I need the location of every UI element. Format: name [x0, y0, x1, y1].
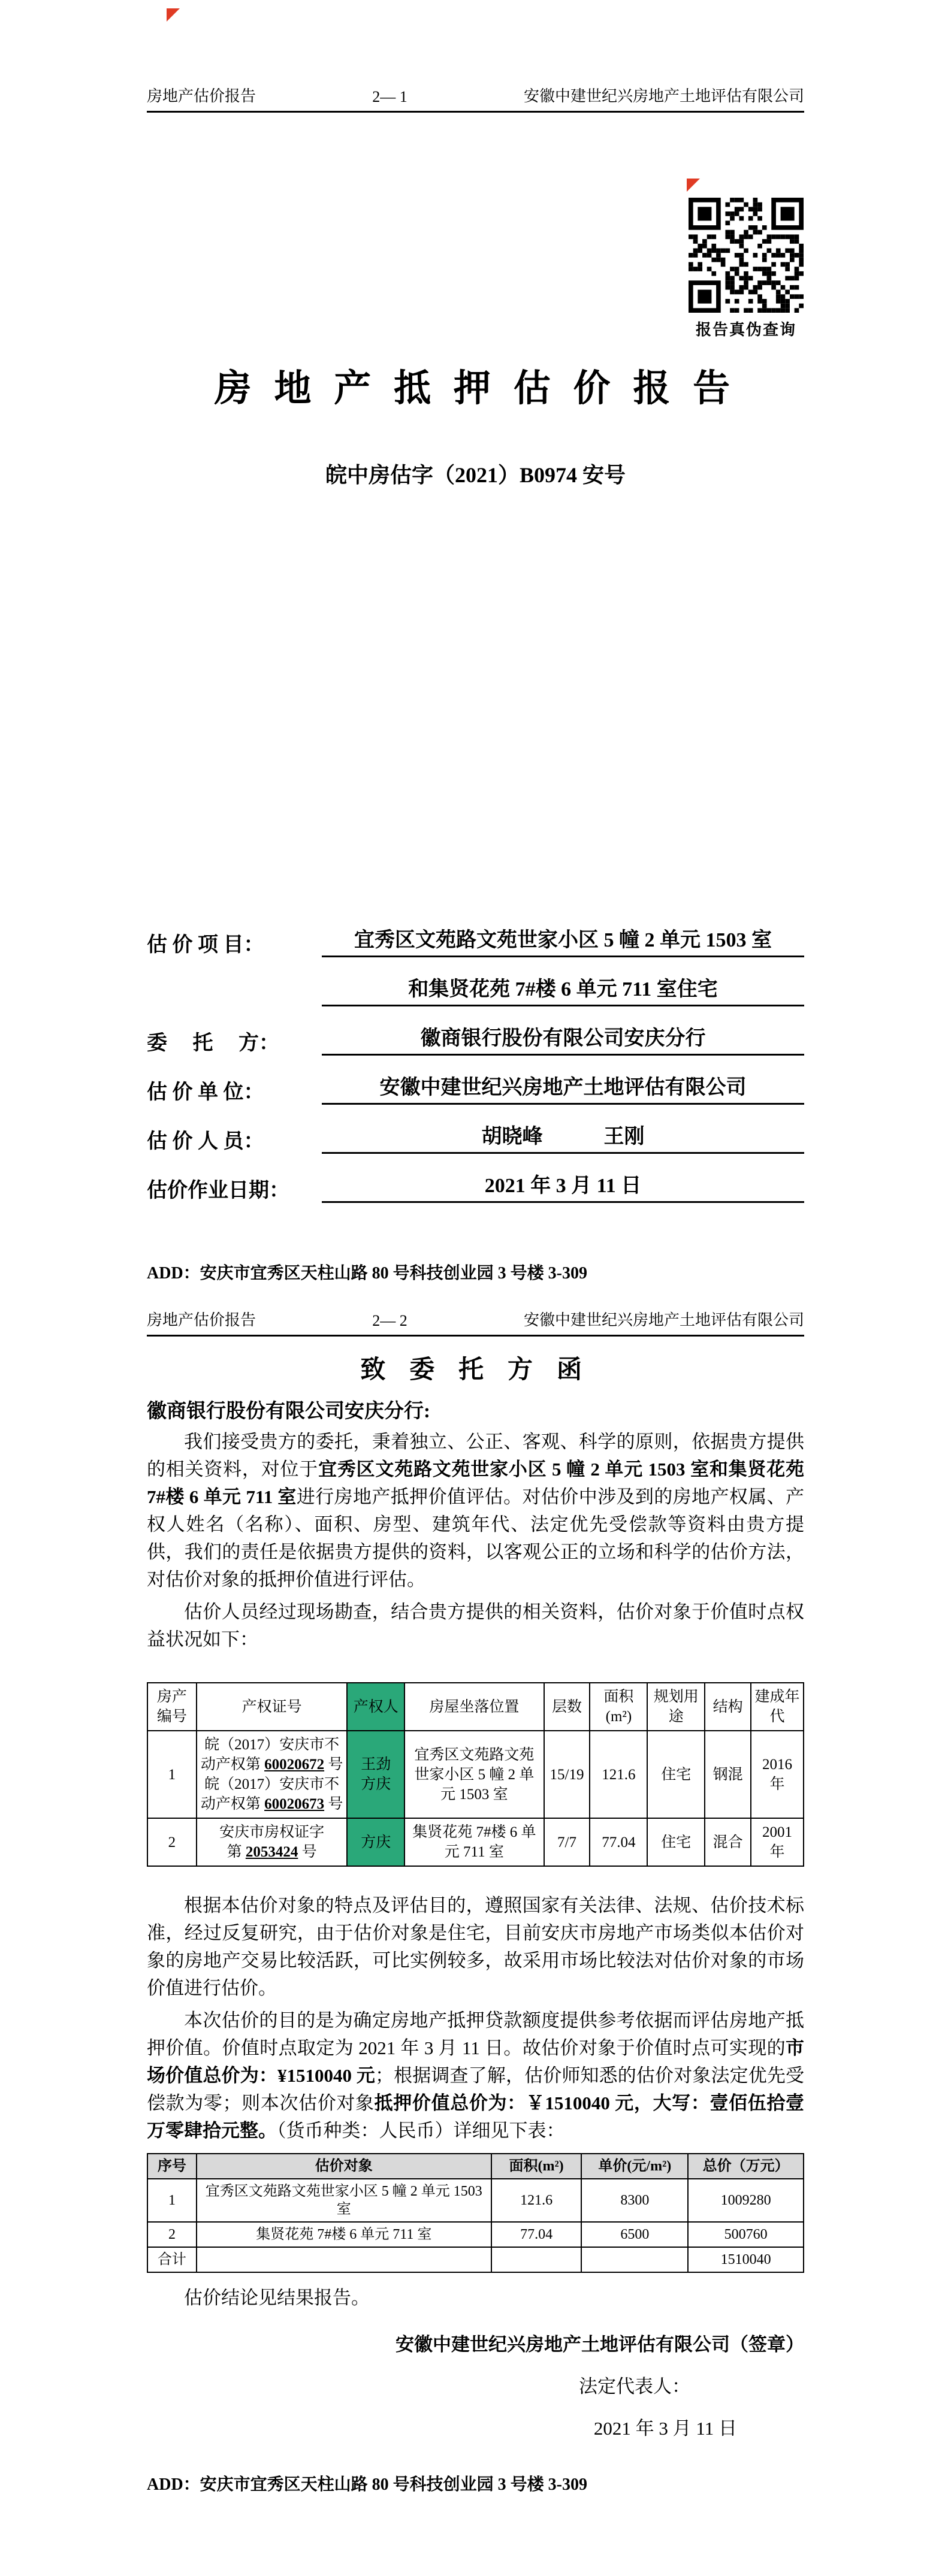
red-annotation-marker-top — [167, 8, 180, 22]
report-doc-number: 皖中房估字（2021）B0974 安号 — [325, 463, 626, 487]
header-page-number: 2— 1 — [372, 88, 407, 105]
field-client-label: 委 托 方： — [147, 1032, 279, 1054]
table-row — [147, 1731, 804, 1818]
letter-salutation: 徽商银行股份有限公司安庆分行: — [147, 1401, 430, 1422]
valuation-summary-table — [147, 2153, 804, 2273]
col-object: 估价对象 — [197, 2154, 491, 2179]
cell-total-label: 合计 — [147, 2247, 197, 2272]
header-page-number: 2— 2 — [372, 1312, 407, 1329]
field-project-value2: 和集贤花苑 7#楼 6 单元 711 室住宅 — [322, 972, 804, 1006]
cell-no: 2 — [147, 1818, 197, 1866]
page2-header — [147, 1308, 804, 1337]
cell-index: 1 — [147, 2179, 197, 2222]
red-annotation-marker-qr — [687, 179, 700, 192]
col-area: 面积(m²) — [491, 2154, 582, 2179]
signature-date: 2021 年 3 月 11 日 — [593, 2418, 737, 2439]
cell-area: 121.6 — [491, 2179, 582, 2222]
table-header-row — [147, 2154, 804, 2179]
field-project-line2 — [147, 957, 804, 1006]
field-appraisers-value: 胡晓峰 王刚 — [322, 1120, 804, 1154]
cell-year: 2016 年 — [751, 1731, 804, 1818]
cell-no: 1 — [147, 1731, 197, 1818]
table-header-row — [147, 1683, 804, 1731]
cell-empty — [581, 2247, 688, 2272]
cell-location: 集贤花苑 7#楼 6 单元 711 室 — [404, 1818, 544, 1866]
page1-footer-address: ADD：安庆市宜秀区天柱山路 80 号科技创业园 3 号楼 3-309 — [147, 1264, 587, 1283]
property-rights-table — [147, 1682, 804, 1867]
table-row — [147, 2222, 804, 2247]
field-project-value: 宜秀区文苑路文苑世家小区 5 幢 2 单元 1503 室 — [322, 923, 804, 957]
cell-owner: 王劲 方庆 — [347, 1731, 404, 1818]
letter-title: 致 委 托 方 函 — [360, 1356, 591, 1384]
signature-legal-rep: 法定代表人： — [579, 2376, 690, 2397]
cell-structure: 钢混 — [705, 1731, 751, 1818]
field-project — [147, 908, 804, 957]
cell-unit-price: 6500 — [581, 2222, 688, 2247]
field-appraisal-org-value: 安徽中建世纪兴房地产土地评估有限公司 — [322, 1071, 804, 1105]
col-year: 建成年代 — [751, 1683, 804, 1731]
qr-code-icon — [689, 198, 804, 313]
letter-paragraph-3: 根据本估价对象的特点及评估目的，遵照国家有关法律、法规、估价技术标准，经过反复研究，由于估价对象是住宅，目前安庆市房地产市场类似本估价对象的房地产交易比较活跃，可比实例较多，故采用市场比较法对估价对象的市场价值进行估价。 — [147, 1895, 804, 1998]
cover-fields — [147, 908, 804, 1203]
cell-index: 2 — [147, 2222, 197, 2247]
letter-paragraph-2: 估价人员经过现场勘查，结合贵方提供的相关资料，估价对象于价值时点权益状况如下： — [147, 1601, 804, 1650]
header-company: 安徽中建世纪兴房地产土地评估有限公司 — [523, 87, 804, 105]
cell-unit-price: 8300 — [581, 2179, 688, 2222]
cell-total-price: 1009280 — [688, 2179, 804, 2222]
cell-year: 2001 年 — [751, 1818, 804, 1866]
qr-verify-block — [689, 198, 804, 340]
page2-footer-address: ADD：安庆市宜秀区天柱山路 80 号科技创业园 3 号楼 3-309 — [147, 2475, 587, 2494]
table-row — [147, 2179, 804, 2222]
page1-header — [147, 84, 804, 113]
header-doc-type: 房地产估价报告 — [147, 1311, 256, 1329]
cell-empty — [491, 2247, 582, 2272]
field-appraisers — [147, 1105, 804, 1154]
cell-use: 住宅 — [647, 1818, 705, 1866]
cell-grand-total: 1510040 — [688, 2247, 804, 2272]
cell-area: 77.04 — [590, 1818, 647, 1866]
cell-floors: 7/7 — [544, 1818, 590, 1866]
cell-empty — [197, 2247, 491, 2272]
col-owner: 产权人 — [347, 1683, 404, 1731]
field-work-date-value: 2021 年 3 月 11 日 — [322, 1169, 804, 1203]
table-total-row — [147, 2247, 804, 2272]
cell-object: 宜秀区文苑路文苑世家小区 5 幢 2 单元 1503 室 — [197, 2179, 491, 2222]
cell-object: 集贤花苑 7#楼 6 单元 711 室 — [197, 2222, 491, 2247]
field-appraisal-org — [147, 1056, 804, 1105]
letter-paragraph-4: 本次估价的目的是为确定房地产抵押贷款额度提供参考依据而评估房地产抵押价值。价值时点取定为 2021 年 3 月 11 日。故估价对象于价值时点可实现的市场价值总价为：¥1510040 元；根据调查了解，估价师知悉的估价对象法定优先受偿款为零；则本次估价对象抵押价值总价为：￥1510040 元，大写：壹佰伍拾壹万零肆拾元整。（货币种类：人民币）详细见下表： — [147, 2010, 805, 2141]
col-structure: 结构 — [705, 1683, 751, 1731]
field-client-value: 徽商银行股份有限公司安庆分行 — [322, 1021, 804, 1056]
cell-location: 宜秀区文苑路文苑世家小区 5 幢 2 单元 1503 室 — [404, 1731, 544, 1818]
header-doc-type: 房地产估价报告 — [147, 87, 256, 105]
col-unit-price: 单价(元/m²) — [581, 2154, 688, 2179]
col-use: 规划用途 — [647, 1683, 705, 1731]
field-appraisers-label: 估 价 人 员： — [147, 1130, 264, 1153]
col-total-price: 总价（万元） — [688, 2154, 804, 2179]
signature-block — [147, 2324, 804, 2450]
field-client — [147, 1006, 804, 1056]
col-cert-no: 产权证号 — [197, 1683, 348, 1731]
field-appraisal-org-label: 估 价 单 位： — [147, 1081, 264, 1103]
cell-owner: 方庆 — [347, 1818, 404, 1866]
letter-paragraph-1: 我们接受贵方的委托，秉着独立、公正、客观、科学的原则，依据贵方提供的相关资料，对位于宜秀区文苑路文苑世家小区 5 幢 2 单元 1503 室和集贤花苑 7#楼 6 单元 711 室进行房地产抵押价值评估。对估价中涉及到的房地产权属、产权人姓名（名称）、面积、房型、建筑年代、法定优先受偿款等资料由贵方提供，我们的责任是依据贵方提供的资料，以客观公正的立场和科学的估价方法，对估价对象的抵押价值进行评估。 — [147, 1431, 805, 1590]
signature-company: 安徽中建世纪兴房地产土地评估有限公司（签章） — [396, 2334, 804, 2355]
col-floors: 层数 — [544, 1683, 590, 1731]
field-work-date — [147, 1154, 804, 1203]
cell-area: 77.04 — [491, 2222, 582, 2247]
cell-total-price: 500760 — [688, 2222, 804, 2247]
cell-use: 住宅 — [647, 1731, 705, 1818]
field-project-label: 估 价 项 目： — [147, 934, 264, 956]
qr-caption: 报告真伪查询 — [695, 321, 796, 338]
cell-cert: 安庆市房权证字 第 2053424 号 — [197, 1818, 348, 1866]
cell-cert: 皖（2017）安庆市不动产权第 60020672 号 皖（2017）安庆市不动产权第 60020673 号 — [197, 1731, 348, 1818]
cell-floors: 15/19 — [544, 1731, 590, 1818]
col-index: 序号 — [147, 2154, 197, 2179]
closing-line: 估价结论见结果报告。 — [184, 2287, 370, 2308]
report-title: 房 地 产 抵 押 估 价 报 告 — [214, 368, 737, 409]
cell-structure: 混合 — [705, 1818, 751, 1866]
col-property-no: 房产编号 — [147, 1683, 197, 1731]
table-row — [147, 1818, 804, 1866]
cell-area: 121.6 — [590, 1731, 647, 1818]
field-work-date-label: 估价作业日期： — [147, 1180, 289, 1202]
col-area: 面积(m²) — [590, 1683, 647, 1731]
col-location: 房屋坐落位置 — [404, 1683, 544, 1731]
header-company: 安徽中建世纪兴房地产土地评估有限公司 — [523, 1311, 804, 1329]
